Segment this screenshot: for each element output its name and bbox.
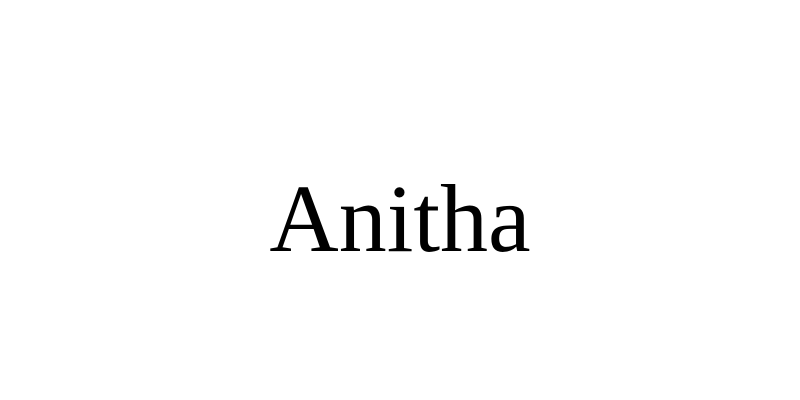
name-text: Anitha bbox=[269, 165, 531, 272]
